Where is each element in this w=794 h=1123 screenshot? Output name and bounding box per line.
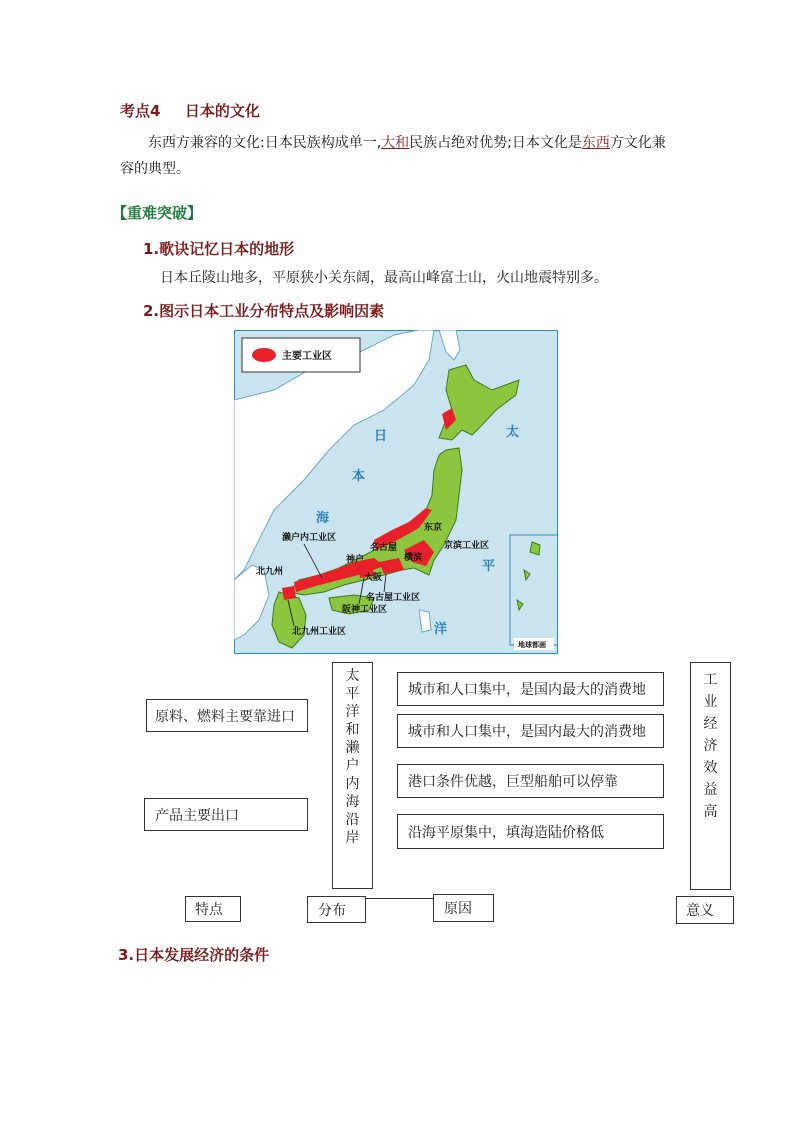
significance-char-6: 高 [703,804,718,820]
distribution-char-0: 太 [345,668,360,684]
distribution-char-4: 濑 [345,740,360,756]
distribution-char-6: 内 [345,776,360,792]
section4-heading-prefix: 考点4 [120,102,161,120]
significance-char-0: 工 [703,672,718,688]
distribution-char-5: 户 [345,758,360,774]
map-legend-label: 主要工业区 [282,351,332,362]
section4-heading-title: 日本的文化 [184,102,260,120]
reason-box-3: 沿海平原集中，填海造陆价格低 [397,814,664,849]
distribution-char-1: 平 [345,686,360,702]
para-text-b: 民族占绝对优势;日本文化是 [409,135,582,151]
label-keihin: 京滨工业区 [444,541,490,551]
label-kitakyushu-city: 北九州 [256,567,284,577]
item3-title: 3.日本发展经济的条件 [118,946,270,964]
reason-box-0: 城市和人口集中，是国内最大的消费地 [397,672,664,706]
section4-heading [120,100,260,121]
para-text-a: 东西方兼容的文化:日本民族构成单一, [148,135,382,151]
section4-paragraph [120,130,680,182]
ocean-label-ping: 平 [482,559,496,574]
ocean-label-tai: 太 [506,425,520,440]
japan-industry-map [234,330,558,654]
label-setouchi: 濑户内工业区 [282,533,337,543]
distribution-box [332,662,373,889]
map-source-label: 地球都画 [518,641,546,649]
distribution-char-2: 洋 [345,704,360,720]
sea-label-ben: 本 [352,469,366,484]
label-tokyo: 东京 [424,523,443,533]
para-line2: 容的典型。 [120,161,190,177]
label-yokohama: 横滨 [404,553,423,563]
item1-title: 1.歌诀记忆日本的地形 [143,240,295,258]
label-nagoya-zone: 名古屋工业区 [366,593,421,603]
sea-label-ri: 日 [374,429,388,444]
label-nagoya-city: 名古屋 [370,543,398,553]
significance-box [690,662,731,890]
label-box-distribution: 分布 [307,896,366,923]
distribution-char-8: 沿 [345,812,360,828]
label-kobe: 神户 [346,555,365,565]
para-text-c: 方文化兼 [609,135,666,151]
industry-zone-kitakyushu [282,586,296,600]
ocean-label-yang: 洋 [434,622,448,637]
distribution-char-9: 岸 [345,830,360,846]
significance-char-4: 效 [703,760,718,776]
feature-box-imports: 原料、燃料主要靠进口 [146,699,308,732]
feature-box-exports: 产品主要出口 [144,798,308,831]
para-underline-yamato: 大和 [381,135,410,151]
reason-box-2: 港口条件优越，巨型船舶可以停靠 [397,764,664,798]
reason-box-1: 城市和人口集中，是国内最大的消费地 [397,714,664,748]
japan-map-svg [234,330,558,654]
label-osaka: 大阪 [364,573,383,583]
para-underline-east-west: 东西 [581,135,610,151]
significance-char-3: 济 [703,738,718,754]
label-box-reasons: 原因 [433,894,494,922]
significance-char-1: 业 [703,694,718,710]
item1-text: 日本丘陵山地多，平原狭小关东阔，最高山峰富士山，火山地震特别多。 [160,270,608,286]
significance-char-5: 益 [703,782,718,798]
label-box-significance: 意义 [676,896,734,924]
sea-label-hai: 海 [316,511,330,526]
label-box-features: 特点 [185,896,241,922]
map-legend-swatch [252,348,276,362]
connector-distribution-reasons [366,898,433,899]
label-kitakyushu-zone: 北九州工业区 [292,627,347,637]
item2-title: 2.图示日本工业分布特点及影响因素 [143,302,385,320]
distribution-char-3: 和 [345,722,360,738]
breakthrough-heading: 【重难突破】 [112,204,203,222]
label-hanshin: 阪神工业区 [342,605,388,615]
significance-char-2: 经 [703,716,718,732]
distribution-char-7: 海 [345,794,360,810]
